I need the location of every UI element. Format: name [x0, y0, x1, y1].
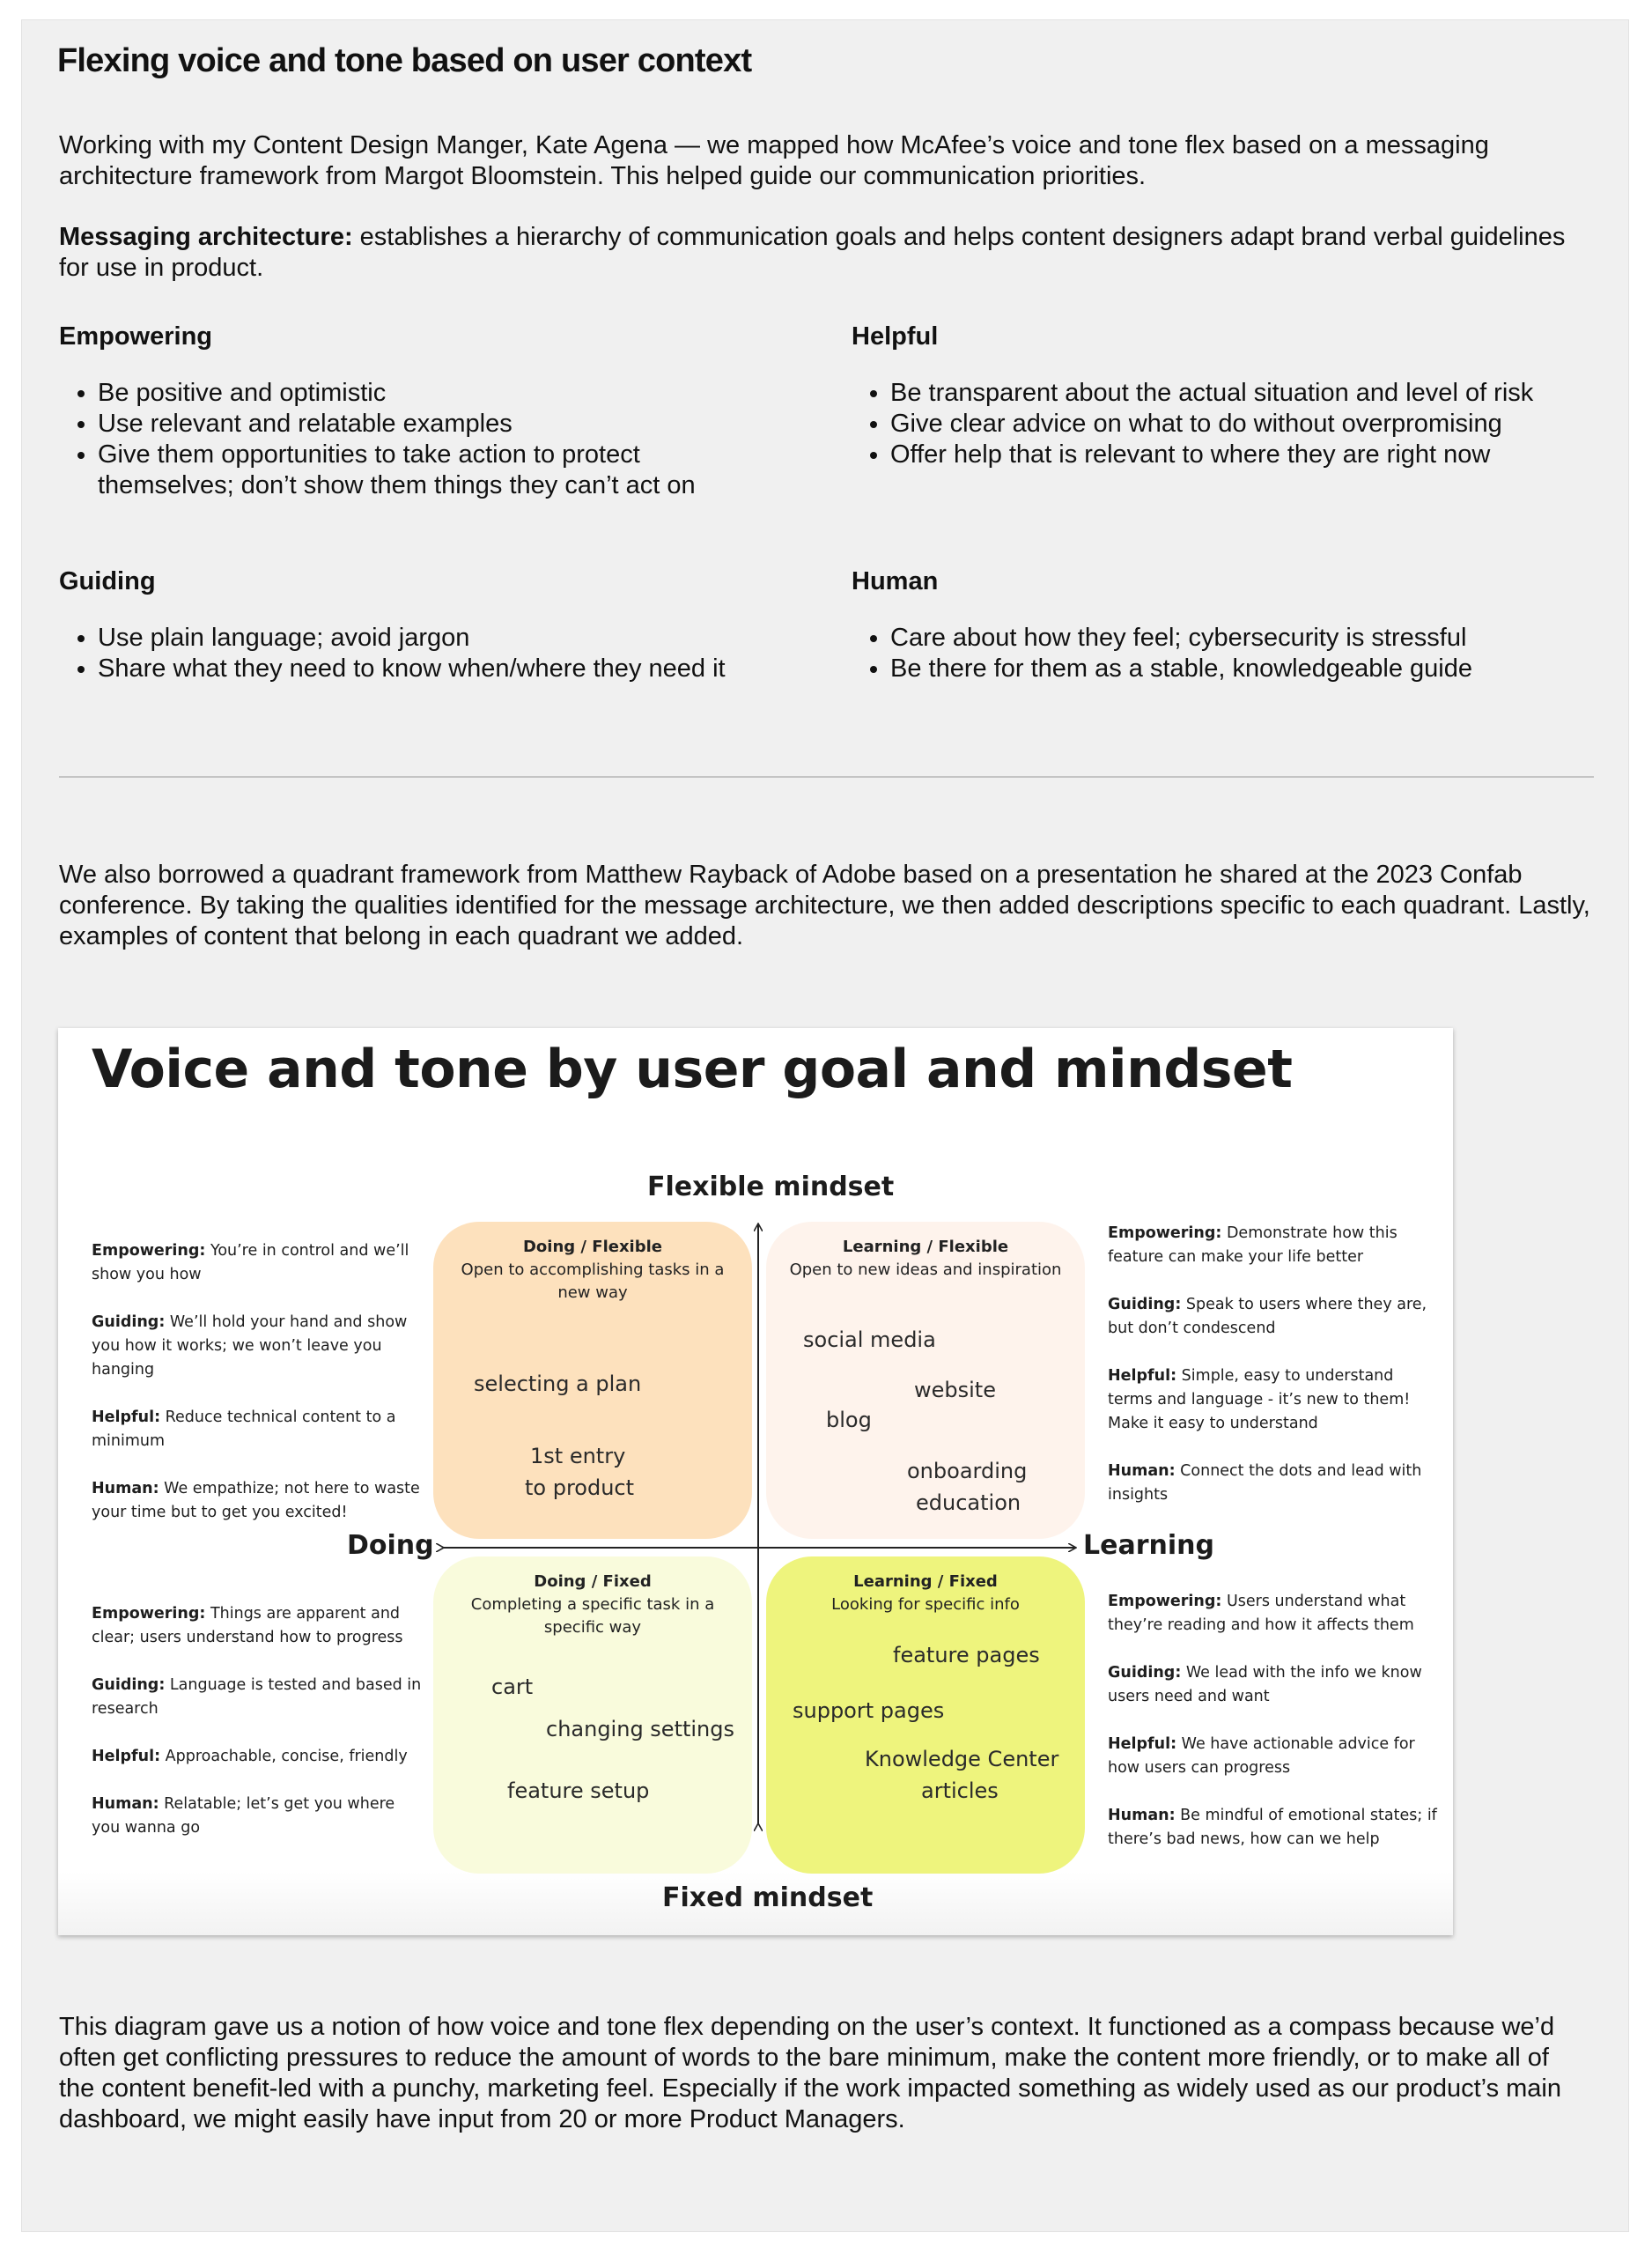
list-item: • Share what they need to know when/where they need it — [98, 654, 834, 684]
quadrant-subtitle: Looking for specific info — [831, 1595, 1020, 1614]
example-item: articles — [921, 1778, 999, 1803]
list-item: • Use relevant and relatable examples — [98, 409, 790, 440]
notes-top-right — [1108, 1222, 1441, 1531]
axis-label-doing: Doing — [347, 1530, 434, 1561]
note-label: Empowering: — [92, 1242, 206, 1260]
note-label: Human: — [92, 1480, 159, 1497]
helpful-list — [852, 378, 1609, 470]
example-item: feature pages — [893, 1643, 1040, 1667]
note-text: You’re in control and we’ll show you how — [92, 1242, 409, 1283]
axis-label-fixed: Fixed mindset — [662, 1882, 874, 1913]
note-label: Empowering: — [1108, 1593, 1222, 1610]
quadrant-doing-flexible — [433, 1222, 752, 1539]
helpful-heading: Helpful — [852, 322, 939, 351]
example-item: changing settings — [546, 1717, 735, 1741]
example-item: to product — [525, 1475, 635, 1500]
example-item: support pages — [793, 1698, 945, 1723]
note-label: Human: — [1108, 1462, 1176, 1480]
example-item: selecting a plan — [474, 1371, 642, 1396]
quadrant-title: Doing / Flexible — [522, 1238, 662, 1256]
list-item: • Use plain language; avoid jargon — [98, 623, 834, 654]
note-label: Helpful: — [92, 1748, 161, 1765]
quadrant-learning-fixed — [766, 1556, 1085, 1874]
quadrant-heading — [766, 1571, 1085, 1616]
example-item: 1st entry — [530, 1444, 626, 1468]
axis-label-learning: Learning — [1083, 1530, 1214, 1561]
guiding-list — [59, 623, 834, 684]
list-item: • Be transparent about the actual situation and level of risk — [890, 378, 1609, 409]
note-text: Be mindful of emotional states; if there’s bad news, how can we help — [1108, 1807, 1437, 1848]
conclusion-paragraph: This diagram gave us a notion of how voice and tone flex depending on the user’s context. It functioned as a compass because we’d often get conflicting pressures to reduce the amount of words to the bare minimum, make the content more friendly, or to make all of the content benefit-led with a punchy, marketing feel. Especially if the work impacted something as widely used as our product’s main dashboard, we might easily have input from 20 or more Product Managers. — [59, 2013, 1561, 2133]
note-text: Demonstrate how this feature can make your life better — [1108, 1224, 1398, 1266]
example-item: social media — [803, 1327, 936, 1352]
note-text: We empathize; not here to waste your time but to get you excited! — [92, 1480, 420, 1521]
voice-tone-diagram — [58, 1028, 1453, 1935]
note-text: Things are apparent and clear; users understand how to progress — [92, 1605, 403, 1646]
quadrant-doing-fixed — [433, 1556, 752, 1874]
note-label: Human: — [1108, 1807, 1176, 1824]
quadrant-subtitle: Completing a specific task in a specific way — [470, 1595, 715, 1637]
note-label: Guiding: — [1108, 1296, 1182, 1313]
helpful-section — [852, 322, 1609, 470]
quadrant-title: Learning / Flexible — [842, 1238, 1009, 1256]
note-text: Reduce technical content to a minimum — [92, 1408, 396, 1450]
note-label: Helpful: — [92, 1408, 161, 1426]
notes-top-left — [92, 1239, 422, 1549]
diagram-title: Voice and tone by user goal and mindset — [92, 1039, 1293, 1100]
note-label: Human: — [92, 1795, 159, 1813]
note-label: Empowering: — [1108, 1224, 1222, 1242]
human-heading: Human — [852, 567, 939, 595]
note-text: Speak to users where they are, but don’t condescend — [1108, 1296, 1427, 1337]
example-item: cart — [491, 1675, 534, 1699]
example-item: website — [914, 1378, 996, 1402]
list-item: • Offer help that is relevant to where they are right now — [890, 440, 1609, 470]
note-label: Empowering: — [92, 1605, 206, 1623]
quadrant-subtitle: Open to new ideas and inspiration — [789, 1261, 1062, 1279]
note-text: Language is tested and based in research — [92, 1676, 422, 1718]
quadrant-subtitle: Open to accomplishing tasks in a new way — [461, 1261, 725, 1302]
example-item: Knowledge Center — [865, 1747, 1059, 1771]
empowering-heading: Empowering — [59, 322, 213, 351]
example-item: education — [916, 1490, 1021, 1515]
messaging-architecture-label: Messaging architecture: — [59, 223, 353, 251]
guiding-heading: Guiding — [59, 567, 156, 595]
note-label: Helpful: — [1108, 1367, 1177, 1385]
section-divider — [59, 776, 1594, 778]
page-title: Flexing voice and tone based on user context — [57, 42, 752, 79]
note-label: Guiding: — [92, 1676, 166, 1694]
notes-bottom-left — [92, 1602, 422, 1864]
note-label: Helpful: — [1108, 1735, 1177, 1753]
list-item: • Care about how they feel; cybersecurity is stressful — [890, 623, 1609, 654]
note-text: Simple, easy to understand terms and language - it’s new to them! Make it easy to understand — [1108, 1367, 1411, 1432]
note-text: We lead with the info we know users need and want — [1108, 1664, 1422, 1705]
note-text: Relatable; let’s get you where you wanna go — [92, 1795, 395, 1837]
list-item: • Be there for them as a stable, knowledgeable guide — [890, 654, 1609, 684]
note-text: Connect the dots and lead with insights — [1108, 1462, 1422, 1504]
messaging-architecture-paragraph — [59, 222, 1591, 284]
note-text: We’ll hold your hand and show you how it works; we won’t leave you hanging — [92, 1313, 408, 1379]
example-item: feature setup — [507, 1778, 650, 1803]
intro-paragraph: Working with my Content Design Manger, Kate Agena — we mapped how McAfee’s voice and tone flex based on a messaging architecture framework from Margot Bloomstein. This helped guide our communication priorities. — [59, 131, 1489, 190]
note-text: Approachable, concise, friendly — [160, 1748, 408, 1765]
quadrant-heading — [433, 1571, 752, 1639]
quadrant-heading — [766, 1236, 1085, 1282]
human-list — [852, 623, 1609, 684]
list-item: • Be positive and optimistic — [98, 378, 790, 409]
note-text: We have actionable advice for how users can progress — [1108, 1735, 1415, 1777]
messaging-architecture-text: establishes a hierarchy of communication goals and helps content designers adapt brand verbal guidelines for use in product. — [59, 223, 1566, 282]
list-item: • Give clear advice on what to do without overpromising — [890, 409, 1609, 440]
example-item: onboarding — [907, 1459, 1028, 1483]
note-label: Guiding: — [92, 1313, 166, 1331]
note-label: Guiding: — [1108, 1664, 1182, 1682]
empowering-list — [59, 378, 790, 501]
empowering-section — [59, 322, 790, 501]
quadrant-learning-flexible — [766, 1222, 1085, 1539]
quadrant-intro-paragraph: We also borrowed a quadrant framework from Matthew Rayback of Adobe based on a presentation he shared at the 2023 Confab conference. By taking the qualities identified for the message architecture, we then added descriptions specific to each quadrant. Lastly, examples of content that belong in each quadrant we added. — [59, 861, 1590, 950]
quadrant-heading — [433, 1236, 752, 1305]
guiding-section — [59, 567, 834, 684]
notes-bottom-right — [1108, 1590, 1441, 1875]
quadrant-title: Learning / Fixed — [853, 1572, 998, 1591]
axis-label-flexible: Flexible mindset — [647, 1172, 895, 1202]
quadrant-title: Doing / Fixed — [534, 1572, 652, 1591]
list-item: • Give them opportunities to take action to protect themselves; don’t show them things they can’t act on — [98, 440, 732, 501]
human-section — [852, 567, 1609, 684]
example-item: blog — [826, 1408, 872, 1432]
note-text: Users understand what they’re reading and how it affects them — [1108, 1593, 1414, 1634]
